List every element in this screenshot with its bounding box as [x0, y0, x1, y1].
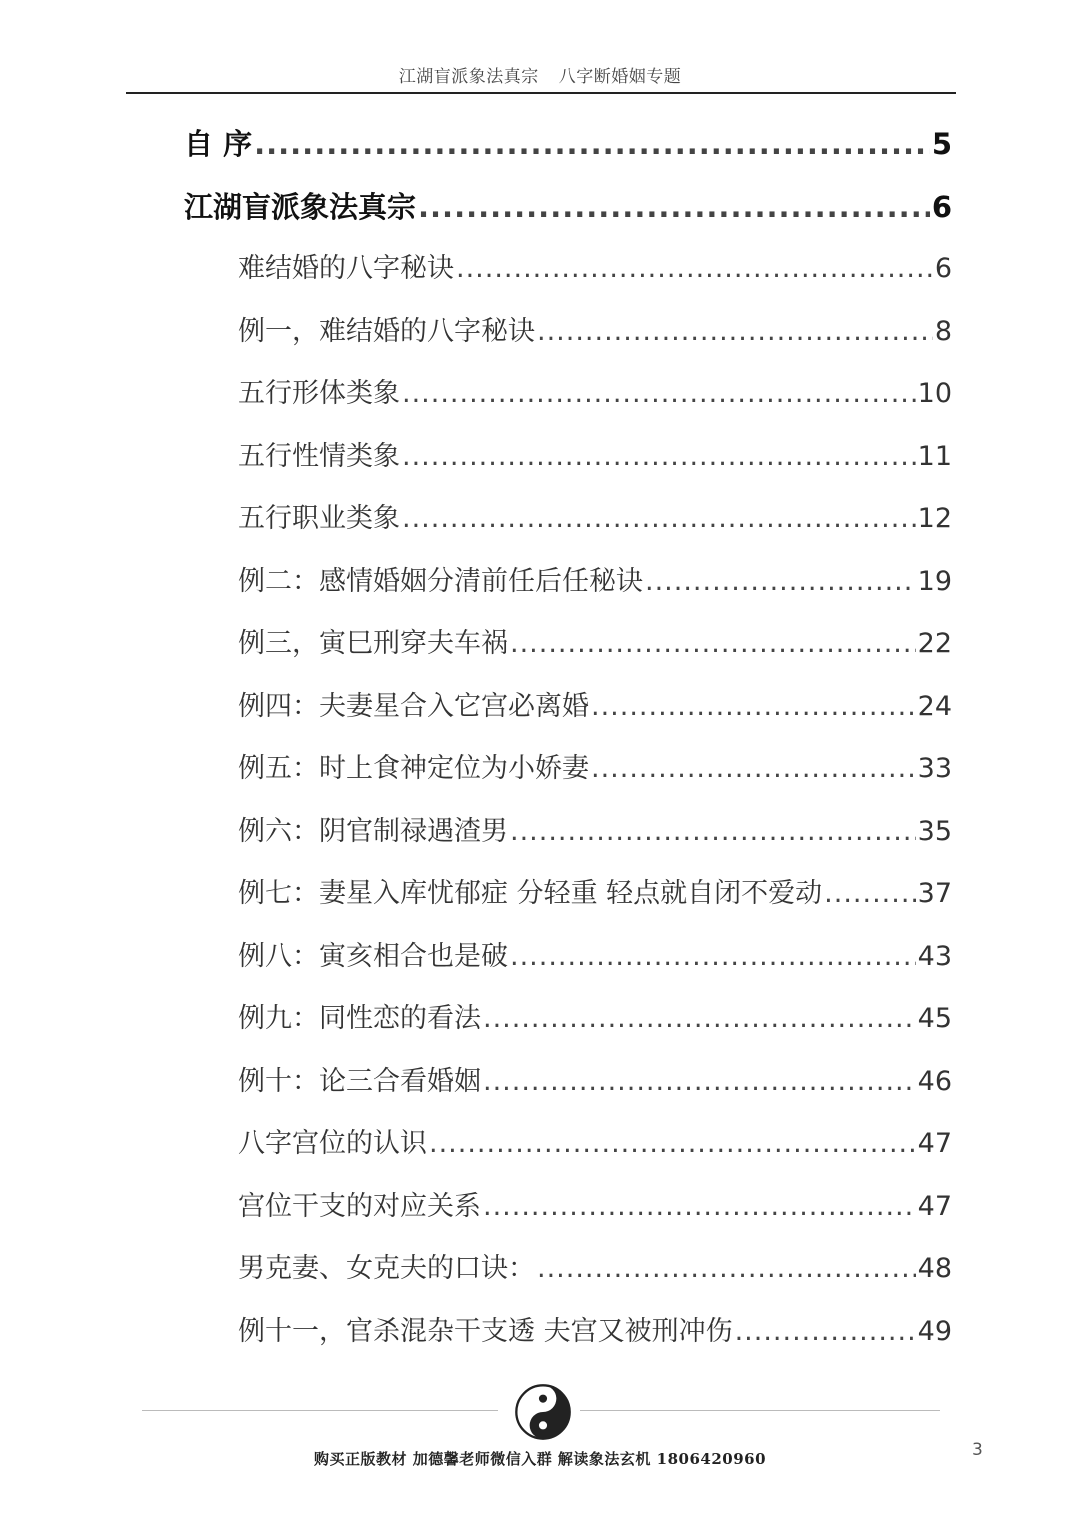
toc-entry-title: 例四：夫妻星合入它宫必离婚 [238, 690, 589, 722]
toc-entry-page: 6 [931, 189, 952, 224]
toc-leader-dots [510, 801, 916, 863]
toc-leader-dots [418, 176, 930, 238]
footer-promo: 购买正版教材 加德馨老师微信入群 解读象法玄机 1806420960 [313, 1450, 767, 1468]
toc-leader-dots [591, 738, 916, 800]
toc-entry-page: 49 [917, 1315, 952, 1347]
toc-leader-dots [402, 488, 916, 550]
toc-leader-dots [483, 988, 916, 1050]
toc-entry-title: 例十一，官杀混杂干支透 夫宫又被刑冲伤 [238, 1315, 733, 1347]
footer-divider-left [142, 1410, 498, 1411]
toc-entry[interactable] [238, 863, 952, 925]
toc-entry-page: 47 [917, 1128, 952, 1159]
header-book-title: 江湖盲派象法真宗 [398, 67, 539, 87]
toc-entry-title: 难结婚的八字秘诀 [238, 253, 454, 284]
toc-entry[interactable] [184, 113, 952, 175]
toc-entry-title: 例八：寅亥相合也是破 [238, 940, 508, 972]
toc-entry-title: 宫位干支的对应关系 [238, 1190, 481, 1222]
toc-entry-page: 10 [917, 378, 952, 409]
toc-entry-page: 12 [917, 503, 952, 534]
toc-entry-title: 江湖盲派象法真宗 [184, 189, 417, 224]
toc-entry-title: 五行形体类象 [238, 378, 400, 409]
toc-entry-page: 45 [917, 1003, 952, 1034]
toc-entry-title: 例六：阴官制禄遇渣男 [238, 815, 508, 847]
toc-leader-dots [456, 238, 933, 300]
toc-entry[interactable] [238, 1238, 952, 1300]
toc-leader-dots [537, 1238, 916, 1300]
toc-leader-dots [510, 926, 916, 988]
toc-leader-dots [537, 301, 933, 363]
running-header [0, 62, 1080, 87]
toc-entry-title: 五行性情类象 [238, 440, 400, 472]
toc-leader-dots [402, 426, 916, 488]
toc-entry-title: 五行职业类象 [238, 503, 400, 534]
toc-leader-dots [510, 613, 916, 675]
toc-entry[interactable] [238, 1301, 952, 1363]
toc-leader-dots [824, 863, 915, 925]
toc-leader-dots [429, 1113, 916, 1175]
taiji-icon [514, 1383, 572, 1441]
toc-leader-dots [645, 551, 916, 613]
toc-entry-page: 43 [917, 940, 952, 972]
toc-entry[interactable] [238, 676, 952, 738]
toc-entry[interactable] [238, 551, 952, 613]
toc-entry-page: 22 [917, 628, 952, 659]
toc-entry-title: 例二：感情婚姻分清前任后任秘诀 [238, 565, 643, 597]
toc-entry[interactable] [238, 1113, 952, 1175]
toc-entry-page: 6 [934, 253, 952, 284]
toc-entry[interactable] [238, 801, 952, 863]
toc-entry-page: 37 [917, 878, 952, 909]
toc-leader-dots [483, 1051, 916, 1113]
toc-entry-title: 例九：同性恋的看法 [238, 1003, 481, 1034]
toc-entry-title: 例七：妻星入库忧郁症 分轻重 轻点就自闭不爱动 [238, 878, 823, 909]
footer-divider-right [580, 1410, 940, 1411]
toc-entry-page: 19 [917, 565, 952, 597]
toc-entry-title: 男克妻、女克夫的口诀： [238, 1253, 535, 1284]
toc-leader-dots [402, 363, 916, 425]
toc-entry[interactable] [238, 738, 952, 800]
toc-entry-title: 例三，寅巳刑穿夫车祸 [238, 628, 508, 659]
toc-entry-title: 例十：论三合看婚姻 [238, 1065, 481, 1097]
toc-entry-page: 35 [917, 815, 952, 847]
toc-entry[interactable] [238, 301, 952, 363]
toc-entry[interactable] [238, 488, 952, 550]
header-divider [126, 92, 956, 94]
toc-entry-title: 自 序 [184, 127, 253, 161]
toc-entry-page: 5 [931, 127, 952, 161]
toc-entry-title: 例五：时上食神定位为小娇妻 [238, 753, 589, 784]
toc-entry-page: 24 [917, 690, 952, 722]
toc-entry[interactable] [184, 176, 952, 238]
toc-entry[interactable] [238, 926, 952, 988]
toc-entry-page: 33 [917, 753, 952, 784]
toc-leader-dots [254, 113, 930, 175]
toc-entry-title: 八字宫位的认识 [238, 1128, 427, 1159]
toc-entry[interactable] [238, 1051, 952, 1113]
toc-entry[interactable] [238, 426, 952, 488]
toc-entry-page: 46 [917, 1065, 952, 1097]
toc-entry-page: 11 [917, 440, 952, 472]
toc-leader-dots [483, 1176, 916, 1238]
toc-entry[interactable] [238, 1176, 952, 1238]
toc-entry[interactable] [238, 363, 952, 425]
page-number: 3 [972, 1440, 983, 1460]
toc-entry-title: 例一，难结婚的八字秘诀 [238, 315, 535, 347]
toc-entry[interactable] [238, 613, 952, 675]
toc-leader-dots [735, 1301, 916, 1363]
toc-leader-dots [591, 676, 916, 738]
toc-entry-page: 47 [917, 1190, 952, 1222]
header-topic: 八字断婚姻专题 [558, 67, 682, 87]
toc-entry[interactable] [238, 988, 952, 1050]
toc-entry-page: 8 [934, 315, 952, 347]
toc-entry[interactable] [238, 238, 952, 300]
toc-entry-page: 48 [917, 1253, 952, 1284]
